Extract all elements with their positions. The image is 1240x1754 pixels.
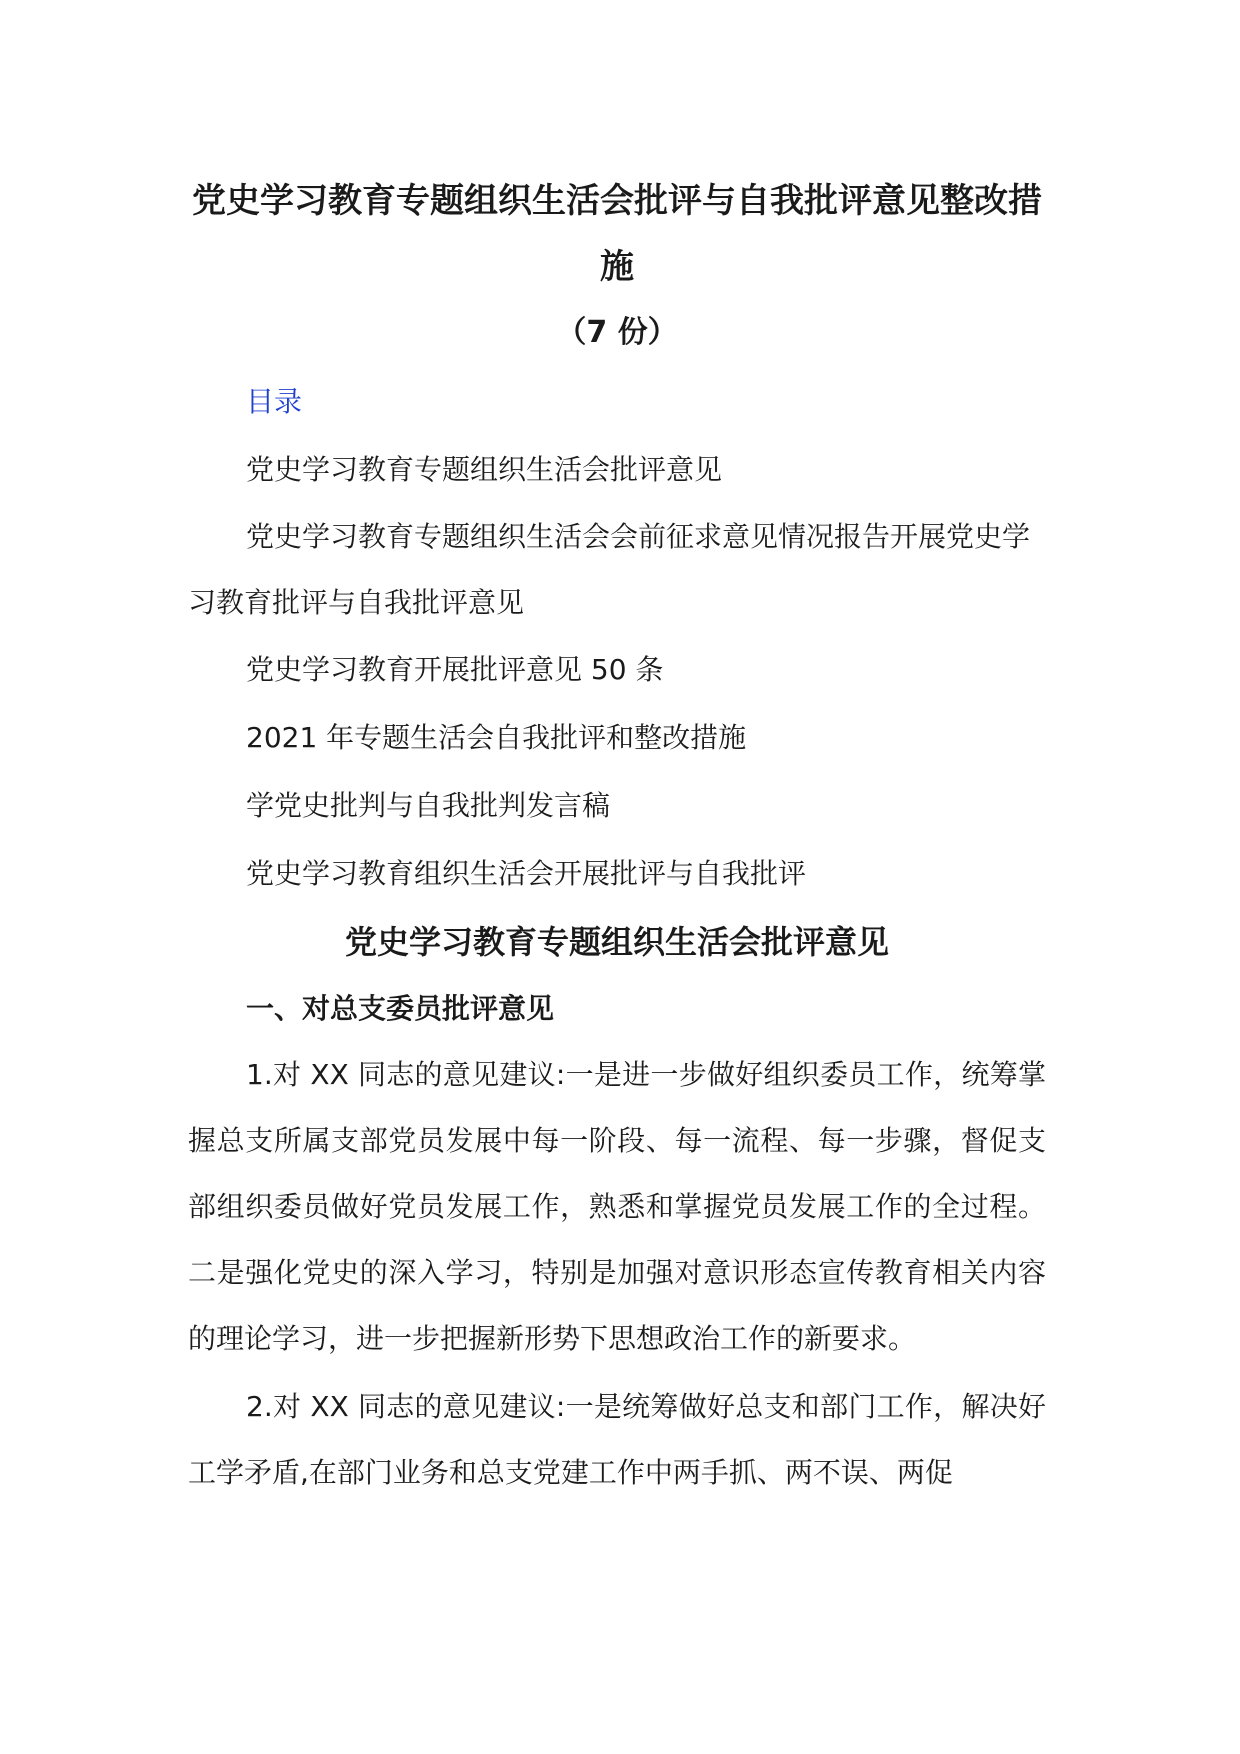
toc-item[interactable]: 党史学习教育组织生活会开展批评与自我批评	[246, 857, 807, 890]
body-paragraph: 1.对 XX 同志的意见建议:一是进一步做好组织委员工作，统筹掌握总支所属支部党员发展中每一阶段、每一流程、每一步骤，督促支部组织委员做好党员发展工作，熟悉和掌握党员发展工作的全过程。二是强化党史的深入学习，特别是加强对意识形态宣传教育相关内容的理论学习，进一步把握新形势下思想政治工作的新要求。	[188, 1058, 1046, 1355]
document-page	[188, 168, 1046, 1508]
toc-heading[interactable]: 目录	[246, 385, 303, 418]
sub-heading: 一、对总支委员批评意见	[246, 992, 555, 1025]
toc-item[interactable]: 党史学习教育专题组织生活会会前征求意见情况报告开展党史学习教育批评与自我批评意见	[188, 520, 1031, 619]
document-title: 党史学习教育专题组织生活会批评与自我批评意见整改措施	[192, 181, 1042, 287]
body-paragraph: 2.对 XX 同志的意见建议:一是统筹做好总支和部门工作，解决好工学矛盾,在部门业务和总支党建工作中两手抓、两不误、两促	[188, 1390, 1046, 1489]
table-of-contents	[188, 436, 1046, 908]
toc-item[interactable]: 党史学习教育开展批评意见 50 条	[246, 653, 664, 686]
toc-item[interactable]: 党史学习教育专题组织生活会批评意见	[246, 453, 723, 486]
toc-item[interactable]: 学党史批判与自我批判发言稿	[246, 789, 611, 822]
section-title: 党史学习教育专题组织生活会批评意见	[344, 923, 889, 961]
document-subtitle: （7 份）	[556, 315, 678, 350]
toc-item[interactable]: 2021 年专题生活会自我批评和整改措施	[246, 721, 747, 754]
